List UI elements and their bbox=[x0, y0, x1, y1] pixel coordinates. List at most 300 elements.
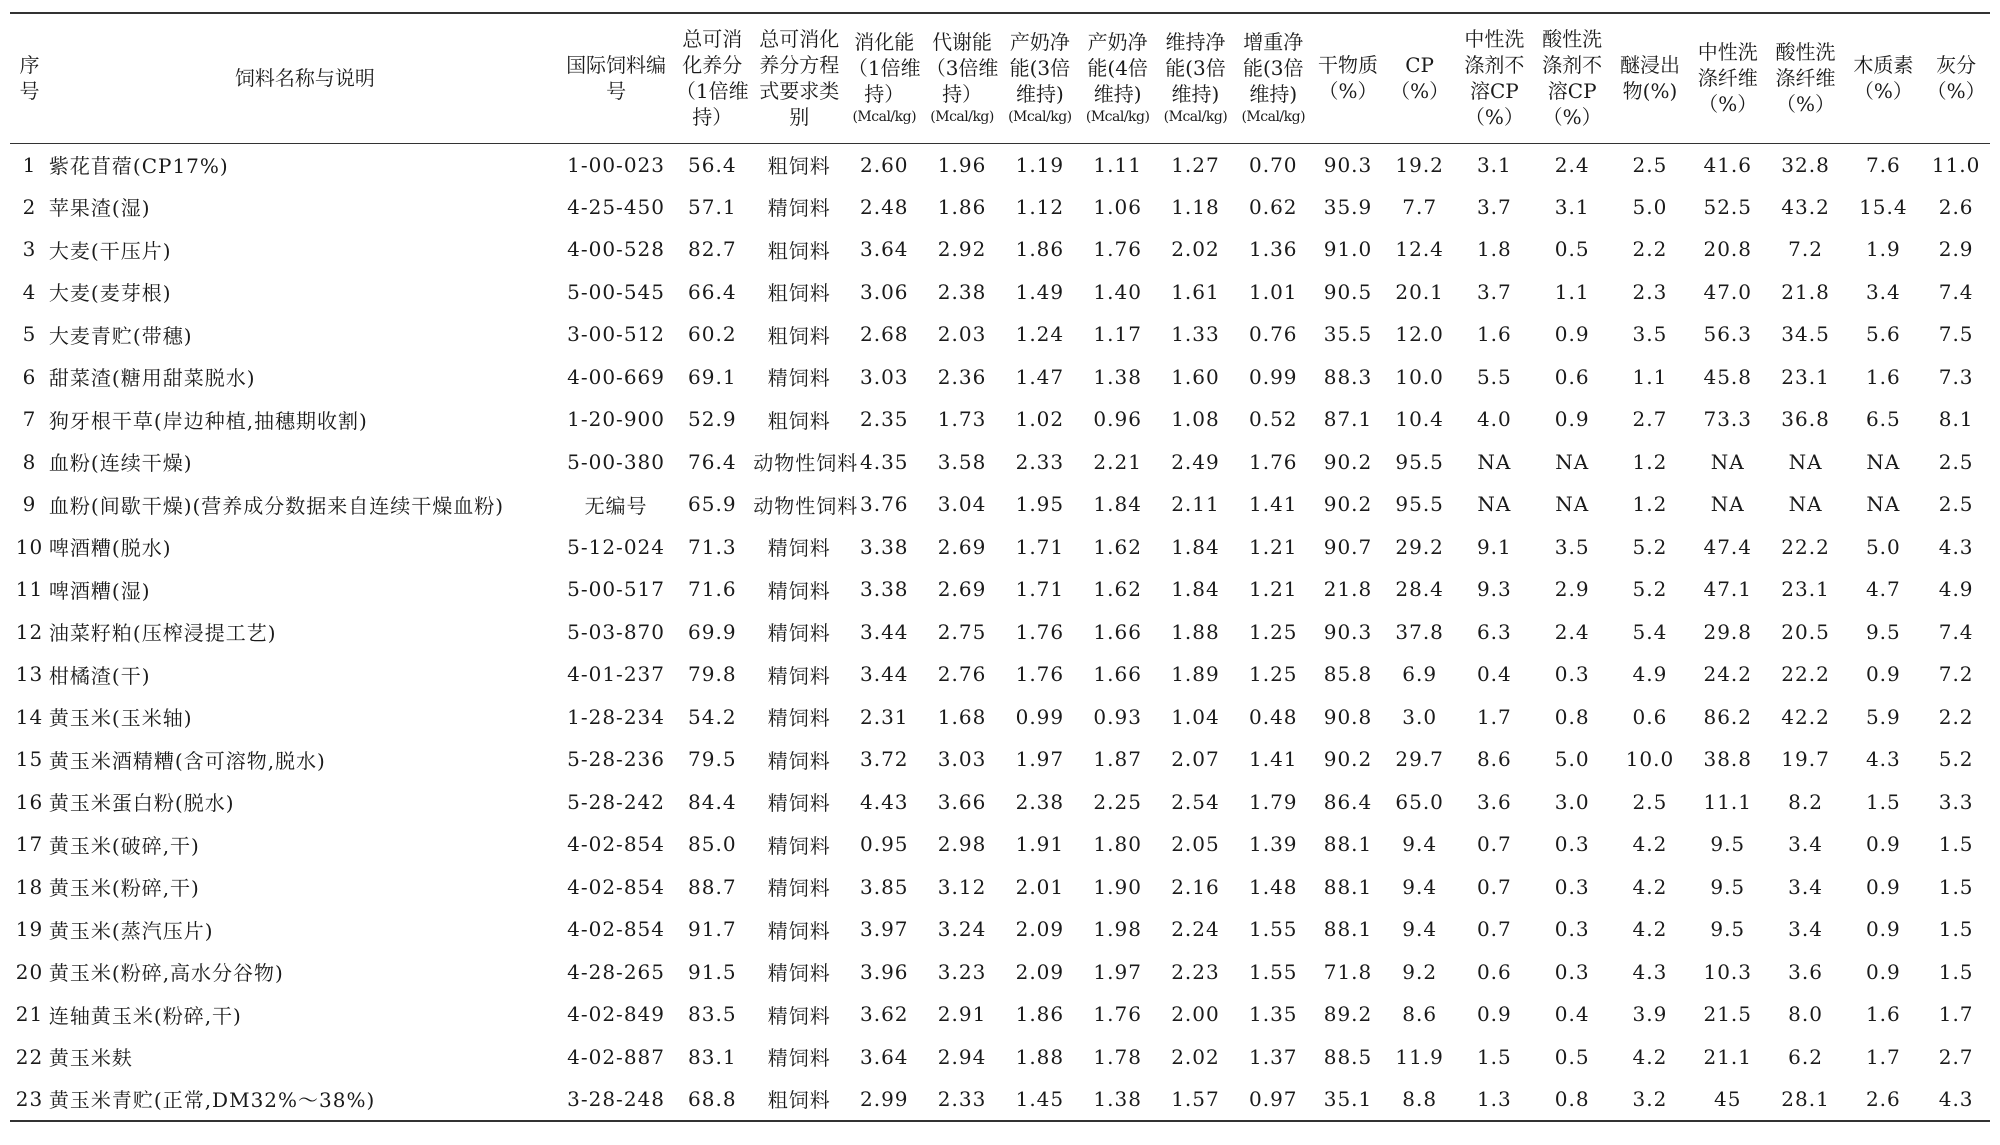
cell-code: 5-03-870 bbox=[567, 619, 665, 644]
cell-cp: 10.4 bbox=[1395, 407, 1444, 432]
cell-ndf: 10.3 bbox=[1703, 959, 1753, 984]
cell-neg: 0.76 bbox=[1248, 322, 1298, 347]
cell-nel3: 1.91 bbox=[1015, 832, 1065, 857]
cell-nel3: 0.99 bbox=[1015, 704, 1065, 729]
cell-cp: 9.2 bbox=[1402, 959, 1438, 984]
cell-ndf: NA bbox=[1710, 492, 1745, 517]
cell-adf: 7.2 bbox=[1788, 237, 1823, 262]
column-header-label: 木质素（%） bbox=[1853, 53, 1914, 104]
cell-nel3: 1.02 bbox=[1015, 407, 1065, 432]
cell-tdn: 52.9 bbox=[688, 407, 737, 432]
cell-adf: NA bbox=[1788, 492, 1823, 517]
cell-nel3: 1.19 bbox=[1015, 152, 1065, 177]
cell-ee: 2.5 bbox=[1632, 789, 1668, 814]
cell-me: 2.33 bbox=[923, 1078, 1001, 1121]
cell-ndicp: 0.7 bbox=[1476, 917, 1512, 942]
cell-ndicp: NA bbox=[1477, 492, 1512, 517]
cell-nel4: 1.76 bbox=[1093, 1002, 1142, 1027]
cell-dm: 91.0 bbox=[1323, 237, 1373, 262]
cell-code: 4-00-528 bbox=[567, 237, 665, 262]
cell-ee: 1.2 bbox=[1632, 492, 1668, 517]
cell-name: 黄玉米(粉碎,干) bbox=[48, 876, 200, 901]
cell-nem: 2.24 bbox=[1171, 917, 1220, 942]
cell-no: 7 bbox=[22, 407, 37, 432]
cell-cp: 10.0 bbox=[1395, 364, 1444, 389]
cell-ndicp: 1.6 bbox=[1476, 322, 1512, 347]
cell-eqtype: 粗饲料 bbox=[767, 154, 831, 178]
cell-eqtype: 精饲料 bbox=[767, 196, 831, 221]
cell-lignin: 5.6 bbox=[1865, 322, 1901, 347]
cell-tdn: 54.2 bbox=[688, 704, 737, 729]
cell-nel4: 1.76 bbox=[1093, 237, 1142, 262]
cell-me: 2.36 bbox=[937, 364, 987, 389]
cell-nel3: 1.71 bbox=[1015, 534, 1065, 559]
cell-dm: 90.5 bbox=[1323, 279, 1373, 304]
cell-de: 3.85 bbox=[860, 874, 909, 899]
cell-nel3: 2.09 bbox=[1015, 959, 1065, 984]
cell-ndf: 52.5 bbox=[1703, 194, 1753, 219]
cell-ndf: 9.5 bbox=[1710, 874, 1746, 899]
cell-lignin: NA bbox=[1866, 492, 1901, 517]
cell-ndf: 9.5 bbox=[1710, 917, 1746, 942]
cell-ee: 4.3 bbox=[1632, 959, 1668, 984]
table-row bbox=[10, 823, 1990, 866]
cell-adicp: 0.8 bbox=[1554, 704, 1590, 729]
cell-adf: 23.1 bbox=[1781, 364, 1830, 389]
cell-ndf: 29.8 bbox=[1703, 619, 1753, 644]
cell-neg: 1.55 bbox=[1248, 917, 1298, 942]
cell-cp: 95.5 bbox=[1395, 449, 1444, 474]
cell-neg: 0.48 bbox=[1248, 704, 1298, 729]
table-row bbox=[10, 1078, 1990, 1121]
cell-nel4: 1.90 bbox=[1093, 874, 1142, 899]
cell-ndicp: 9.1 bbox=[1476, 534, 1512, 559]
cell-nel3: 1.86 bbox=[1015, 1002, 1065, 1027]
cell-code: 4-01-237 bbox=[567, 662, 665, 687]
cell-tdn: 79.5 bbox=[688, 747, 737, 772]
cell-eqtype: 精饲料 bbox=[767, 706, 831, 731]
cell-me: 3.04 bbox=[937, 492, 987, 517]
cell-me: 3.12 bbox=[937, 874, 987, 899]
cell-ee: 2.5 bbox=[1632, 152, 1668, 177]
cell-ash: 4.3 bbox=[1922, 1078, 1990, 1121]
cell-dm: 88.5 bbox=[1323, 1044, 1373, 1069]
cell-eqtype: 精饲料 bbox=[767, 833, 831, 858]
cell-ee: 4.2 bbox=[1632, 1044, 1668, 1069]
cell-me: 2.92 bbox=[937, 237, 987, 262]
cell-nel4: 1.11 bbox=[1093, 152, 1142, 177]
cell-nem: 1.08 bbox=[1171, 407, 1220, 432]
cell-dm: 90.3 bbox=[1323, 619, 1373, 644]
cell-neg: 1.41 bbox=[1248, 492, 1298, 517]
table-row bbox=[10, 738, 1990, 781]
cell-ash: 2.7 bbox=[1938, 1044, 1974, 1069]
cell-code: 1-00-023 bbox=[567, 152, 665, 177]
cell-adicp: 0.3 bbox=[1554, 832, 1590, 857]
cell-ndf: 47.1 bbox=[1703, 577, 1753, 602]
cell-no: 18 bbox=[15, 874, 44, 899]
cell-name: 黄玉米麸 bbox=[48, 1046, 133, 1071]
column-header-label: 增重净能(3倍维持) bbox=[1242, 30, 1304, 107]
cell-lignin: 15.4 bbox=[1859, 194, 1908, 219]
cell-ash: 4.9 bbox=[1938, 577, 1974, 602]
cell-nem: 2.02 bbox=[1171, 237, 1220, 262]
cell-de: 3.64 bbox=[860, 1044, 909, 1069]
column-header-nel3 bbox=[1001, 13, 1079, 143]
cell-eqtype: 精饲料 bbox=[767, 961, 831, 986]
cell-ndicp: 1.3 bbox=[1455, 1078, 1533, 1121]
cell-neg: 0.52 bbox=[1248, 407, 1298, 432]
cell-no: 3 bbox=[22, 237, 37, 262]
cell-neg: 1.21 bbox=[1248, 534, 1298, 559]
cell-nem: 1.27 bbox=[1171, 152, 1220, 177]
cell-de: 2.68 bbox=[860, 322, 909, 347]
cell-ndf: NA bbox=[1710, 449, 1745, 474]
cell-nem: 1.88 bbox=[1171, 619, 1220, 644]
cell-nel3: 1.76 bbox=[1015, 619, 1065, 644]
cell-no: 23 bbox=[10, 1078, 49, 1121]
table-row bbox=[10, 611, 1990, 654]
cell-ash: 7.3 bbox=[1938, 364, 1974, 389]
cell-adicp: 0.3 bbox=[1554, 959, 1590, 984]
cell-nel3: 2.09 bbox=[1015, 917, 1065, 942]
cell-cp: 11.9 bbox=[1395, 1044, 1444, 1069]
cell-adicp: 0.5 bbox=[1554, 237, 1590, 262]
table-row bbox=[10, 483, 1990, 526]
cell-ee: 4.2 bbox=[1632, 917, 1668, 942]
cell-neg: 1.37 bbox=[1248, 1044, 1298, 1069]
cell-no: 10 bbox=[15, 534, 44, 559]
column-header-label: 酸性洗涤纤维（%） bbox=[1775, 40, 1836, 117]
table-row bbox=[10, 993, 1990, 1036]
cell-adicp: 2.9 bbox=[1554, 577, 1590, 602]
cell-name: 啤酒糟(脱水) bbox=[48, 536, 172, 561]
cell-me: 2.69 bbox=[937, 577, 987, 602]
cell-neg: 1.25 bbox=[1248, 662, 1298, 687]
cell-nem: 1.84 bbox=[1171, 577, 1220, 602]
cell-ash: 2.2 bbox=[1938, 704, 1974, 729]
cell-de: 3.64 bbox=[860, 237, 909, 262]
cell-dm: 88.3 bbox=[1323, 364, 1373, 389]
cell-adf: 34.5 bbox=[1781, 322, 1830, 347]
cell-de: 3.97 bbox=[860, 917, 909, 942]
cell-de: 3.44 bbox=[860, 662, 909, 687]
cell-ndicp: 8.6 bbox=[1476, 747, 1512, 772]
column-header-label: 酸性洗涤剂不溶CP（%） bbox=[1542, 27, 1603, 130]
cell-nel3: 1.88 bbox=[1015, 1044, 1065, 1069]
cell-tdn: 84.4 bbox=[688, 789, 737, 814]
cell-dm: 88.1 bbox=[1323, 832, 1373, 857]
cell-no: 19 bbox=[15, 917, 44, 942]
cell-me: 2.69 bbox=[937, 534, 987, 559]
cell-nel4: 0.93 bbox=[1093, 704, 1142, 729]
cell-nel3: 1.45 bbox=[1001, 1078, 1079, 1121]
cell-cp: 37.8 bbox=[1395, 619, 1444, 644]
cell-ndf: 21.5 bbox=[1703, 1002, 1753, 1027]
cell-me: 2.98 bbox=[937, 832, 987, 857]
cell-ndf: 47.4 bbox=[1703, 534, 1753, 559]
cell-cp: 29.7 bbox=[1395, 747, 1444, 772]
cell-no: 21 bbox=[15, 1002, 44, 1027]
cell-ndf: 11.1 bbox=[1703, 789, 1753, 814]
column-header-label: 灰分（%） bbox=[1926, 53, 1986, 104]
cell-nem: 1.04 bbox=[1171, 704, 1220, 729]
cell-dm: 90.2 bbox=[1323, 449, 1373, 474]
column-header-adicp bbox=[1533, 13, 1611, 143]
cell-nel3: 2.01 bbox=[1015, 874, 1065, 899]
cell-nem: 1.61 bbox=[1171, 279, 1220, 304]
cell-ee: 1.1 bbox=[1632, 364, 1668, 389]
cell-lignin: 0.9 bbox=[1865, 917, 1901, 942]
cell-dm: 35.9 bbox=[1323, 194, 1373, 219]
cell-cp: 9.4 bbox=[1402, 874, 1438, 899]
cell-no: 4 bbox=[22, 279, 37, 304]
cell-neg: 1.55 bbox=[1248, 959, 1298, 984]
cell-tdn: 83.5 bbox=[688, 1002, 737, 1027]
cell-tdn: 60.2 bbox=[688, 322, 737, 347]
cell-ee: 4.9 bbox=[1632, 662, 1668, 687]
cell-no: 11 bbox=[15, 577, 44, 602]
cell-ndicp: 3.6 bbox=[1476, 789, 1512, 814]
column-header-label: 产奶净能(3倍维持) bbox=[1009, 30, 1071, 107]
cell-adf: 19.7 bbox=[1781, 747, 1830, 772]
cell-eqtype: 精饲料 bbox=[767, 1003, 831, 1028]
cell-dm: 87.1 bbox=[1323, 407, 1373, 432]
cell-code: 4-02-854 bbox=[567, 917, 665, 942]
cell-lignin: 0.9 bbox=[1865, 662, 1901, 687]
column-header-me bbox=[923, 13, 1001, 143]
cell-nem: 1.57 bbox=[1157, 1078, 1235, 1121]
cell-lignin: 4.3 bbox=[1865, 747, 1901, 772]
cell-nem: 2.54 bbox=[1171, 789, 1220, 814]
cell-nel3: 2.33 bbox=[1015, 449, 1065, 474]
cell-eqtype: 精饲料 bbox=[767, 621, 831, 646]
cell-ash: 11.0 bbox=[1931, 152, 1981, 177]
cell-eqtype: 精饲料 bbox=[767, 748, 831, 773]
table-row bbox=[10, 313, 1990, 356]
cell-ee: 4.2 bbox=[1632, 832, 1668, 857]
cell-adicp: 2.4 bbox=[1554, 619, 1590, 644]
cell-cp: 65.0 bbox=[1395, 789, 1444, 814]
cell-name: 大麦(麦芽根) bbox=[48, 281, 172, 306]
cell-tdn: 85.0 bbox=[688, 832, 737, 857]
table-row bbox=[10, 526, 1990, 569]
cell-ash: 2.6 bbox=[1938, 194, 1974, 219]
cell-ash: 7.4 bbox=[1938, 619, 1974, 644]
table-row bbox=[10, 441, 1990, 484]
table-body bbox=[10, 143, 1990, 1121]
cell-lignin: 0.9 bbox=[1865, 959, 1901, 984]
cell-adf: NA bbox=[1788, 449, 1823, 474]
cell-tdn: 91.7 bbox=[688, 917, 737, 942]
cell-ndf: 38.8 bbox=[1703, 747, 1753, 772]
column-header-label: 中性洗涤纤维（%） bbox=[1697, 40, 1758, 117]
cell-ndicp: 4.0 bbox=[1476, 407, 1512, 432]
cell-adicp: 1.1 bbox=[1554, 279, 1590, 304]
cell-cp: 7.7 bbox=[1402, 194, 1438, 219]
cell-adicp: 0.6 bbox=[1554, 364, 1590, 389]
table-row bbox=[10, 186, 1990, 229]
cell-me: 2.91 bbox=[937, 1002, 987, 1027]
cell-nel4: 1.62 bbox=[1093, 534, 1142, 559]
cell-cp: 9.4 bbox=[1402, 917, 1438, 942]
cell-no: 12 bbox=[15, 619, 44, 644]
cell-ndf: 73.3 bbox=[1703, 407, 1753, 432]
cell-dm: 90.7 bbox=[1323, 534, 1373, 559]
cell-me: 2.76 bbox=[937, 662, 987, 687]
feed-nutrient-table bbox=[10, 12, 1990, 1122]
cell-adf: 20.5 bbox=[1781, 619, 1830, 644]
cell-adicp: 0.3 bbox=[1554, 662, 1590, 687]
cell-code: 4-02-854 bbox=[567, 874, 665, 899]
cell-neg: 1.21 bbox=[1248, 577, 1298, 602]
cell-de: 3.06 bbox=[860, 279, 909, 304]
cell-ash: 1.5 bbox=[1938, 917, 1974, 942]
cell-eqtype: 粗饲料 bbox=[767, 238, 831, 263]
cell-ash: 1.5 bbox=[1938, 874, 1974, 899]
cell-ndicp: 3.7 bbox=[1476, 279, 1512, 304]
cell-adicp: 0.3 bbox=[1554, 874, 1590, 899]
cell-tdn: 82.7 bbox=[688, 237, 737, 262]
cell-code: 3-28-248 bbox=[561, 1078, 672, 1121]
table-row bbox=[10, 143, 1990, 186]
cell-me: 2.38 bbox=[937, 279, 987, 304]
table-row bbox=[10, 696, 1990, 739]
cell-me: 3.24 bbox=[937, 917, 987, 942]
column-header-unit: (Mcal/kg) bbox=[1241, 109, 1306, 126]
cell-lignin: 7.6 bbox=[1865, 152, 1901, 177]
column-header-label: 序号 bbox=[19, 53, 40, 104]
cell-neg: 0.97 bbox=[1234, 1078, 1312, 1121]
cell-adicp: NA bbox=[1555, 449, 1590, 474]
cell-nel4: 1.40 bbox=[1093, 279, 1142, 304]
cell-no: 16 bbox=[15, 789, 44, 814]
cell-nel3: 1.76 bbox=[1015, 662, 1065, 687]
cell-eqtype: 精饲料 bbox=[767, 366, 831, 391]
cell-ash: 1.7 bbox=[1938, 1002, 1974, 1027]
column-header-label: 代谢能（3倍维持） bbox=[925, 30, 999, 107]
cell-tdn: 69.9 bbox=[688, 619, 737, 644]
cell-nem: 2.16 bbox=[1171, 874, 1220, 899]
cell-adf: 36.8 bbox=[1781, 407, 1830, 432]
column-header-code bbox=[561, 13, 672, 143]
cell-tdn: 56.4 bbox=[688, 152, 737, 177]
cell-code: 5-12-024 bbox=[567, 534, 665, 559]
cell-dm: 89.2 bbox=[1323, 1002, 1373, 1027]
cell-code: 5-28-236 bbox=[567, 747, 665, 772]
column-header-label: 中性洗涤剂不溶CP（%） bbox=[1464, 27, 1525, 130]
cell-dm: 35.5 bbox=[1323, 322, 1373, 347]
cell-code: 5-00-545 bbox=[567, 279, 665, 304]
table-header bbox=[10, 13, 1990, 143]
cell-adf: 3.4 bbox=[1788, 832, 1823, 857]
cell-code: 无编号 bbox=[584, 493, 648, 518]
cell-neg: 1.41 bbox=[1248, 747, 1298, 772]
cell-ndicp: 1.5 bbox=[1476, 1044, 1512, 1069]
cell-nem: 2.11 bbox=[1171, 492, 1220, 517]
cell-de: 4.35 bbox=[860, 449, 909, 474]
cell-ndicp: 0.7 bbox=[1476, 832, 1512, 857]
cell-code: 4-02-887 bbox=[567, 1044, 665, 1069]
cell-nem: 1.89 bbox=[1171, 662, 1220, 687]
cell-de: 2.48 bbox=[860, 194, 909, 219]
cell-nel4: 1.38 bbox=[1079, 1078, 1157, 1121]
cell-adf: 3.4 bbox=[1788, 874, 1823, 899]
cell-nel4: 2.21 bbox=[1093, 449, 1142, 474]
cell-eqtype: 动物性饲料 bbox=[753, 493, 859, 518]
column-header-cp bbox=[1384, 13, 1456, 143]
cell-de: 0.95 bbox=[860, 832, 909, 857]
cell-lignin: 1.6 bbox=[1865, 1002, 1901, 1027]
cell-name: 黄玉米蛋白粉(脱水) bbox=[48, 791, 235, 816]
column-header-nem bbox=[1157, 13, 1235, 143]
cell-ee: 5.2 bbox=[1632, 534, 1668, 559]
cell-ndicp: 1.7 bbox=[1476, 704, 1512, 729]
cell-de: 3.38 bbox=[860, 577, 909, 602]
cell-nel3: 2.38 bbox=[1015, 789, 1065, 814]
cell-code: 3-00-512 bbox=[567, 322, 665, 347]
cell-ee: 3.5 bbox=[1632, 322, 1668, 347]
cell-ndicp: 0.7 bbox=[1476, 874, 1512, 899]
cell-me: 1.96 bbox=[937, 152, 987, 177]
cell-lignin: 3.4 bbox=[1865, 279, 1901, 304]
cell-nem: 1.33 bbox=[1171, 322, 1220, 347]
cell-name: 黄玉米(粉碎,高水分谷物) bbox=[48, 961, 284, 986]
column-header-label: CP（%） bbox=[1390, 53, 1450, 104]
cell-eqtype: 精饲料 bbox=[767, 536, 831, 561]
cell-no: 6 bbox=[22, 364, 37, 389]
cell-eqtype: 粗饲料 bbox=[767, 281, 831, 306]
cell-no: 20 bbox=[15, 959, 44, 984]
cell-lignin: NA bbox=[1866, 449, 1901, 474]
cell-tdn: 57.1 bbox=[688, 194, 737, 219]
cell-me: 1.86 bbox=[937, 194, 987, 219]
cell-no: 2 bbox=[22, 194, 37, 219]
cell-adicp: 2.4 bbox=[1554, 152, 1590, 177]
cell-ndicp: 1.8 bbox=[1476, 237, 1512, 262]
table-row bbox=[10, 866, 1990, 909]
cell-neg: 1.39 bbox=[1248, 832, 1298, 857]
cell-de: 3.76 bbox=[860, 492, 909, 517]
cell-no: 17 bbox=[15, 832, 44, 857]
cell-lignin: 0.9 bbox=[1865, 874, 1901, 899]
cell-dm: 85.8 bbox=[1323, 662, 1373, 687]
cell-me: 1.73 bbox=[937, 407, 987, 432]
cell-ash: 1.5 bbox=[1938, 959, 1974, 984]
cell-dm: 90.3 bbox=[1323, 152, 1373, 177]
cell-no: 14 bbox=[15, 704, 44, 729]
cell-name: 连轴黄玉米(粉碎,干) bbox=[48, 1003, 242, 1028]
cell-ee: 5.4 bbox=[1632, 619, 1668, 644]
cell-neg: 1.25 bbox=[1248, 619, 1298, 644]
cell-adf: 6.2 bbox=[1788, 1044, 1823, 1069]
cell-de: 2.99 bbox=[845, 1078, 923, 1121]
cell-tdn: 71.3 bbox=[688, 534, 737, 559]
cell-adf: 23.1 bbox=[1781, 577, 1830, 602]
cell-lignin: 5.9 bbox=[1865, 704, 1901, 729]
cell-code: 4-00-669 bbox=[567, 364, 665, 389]
cell-neg: 0.70 bbox=[1248, 152, 1298, 177]
cell-dm: 88.1 bbox=[1323, 874, 1373, 899]
cell-neg: 0.62 bbox=[1248, 194, 1298, 219]
cell-ndicp: 3.7 bbox=[1476, 194, 1512, 219]
cell-ndf: 20.8 bbox=[1703, 237, 1753, 262]
cell-ndf: 24.2 bbox=[1703, 662, 1753, 687]
cell-ee: 5.0 bbox=[1632, 194, 1668, 219]
cell-cp: 8.8 bbox=[1384, 1078, 1456, 1121]
column-header-label: 国际饲料编号 bbox=[566, 53, 667, 104]
cell-name: 啤酒糟(湿) bbox=[48, 578, 151, 603]
